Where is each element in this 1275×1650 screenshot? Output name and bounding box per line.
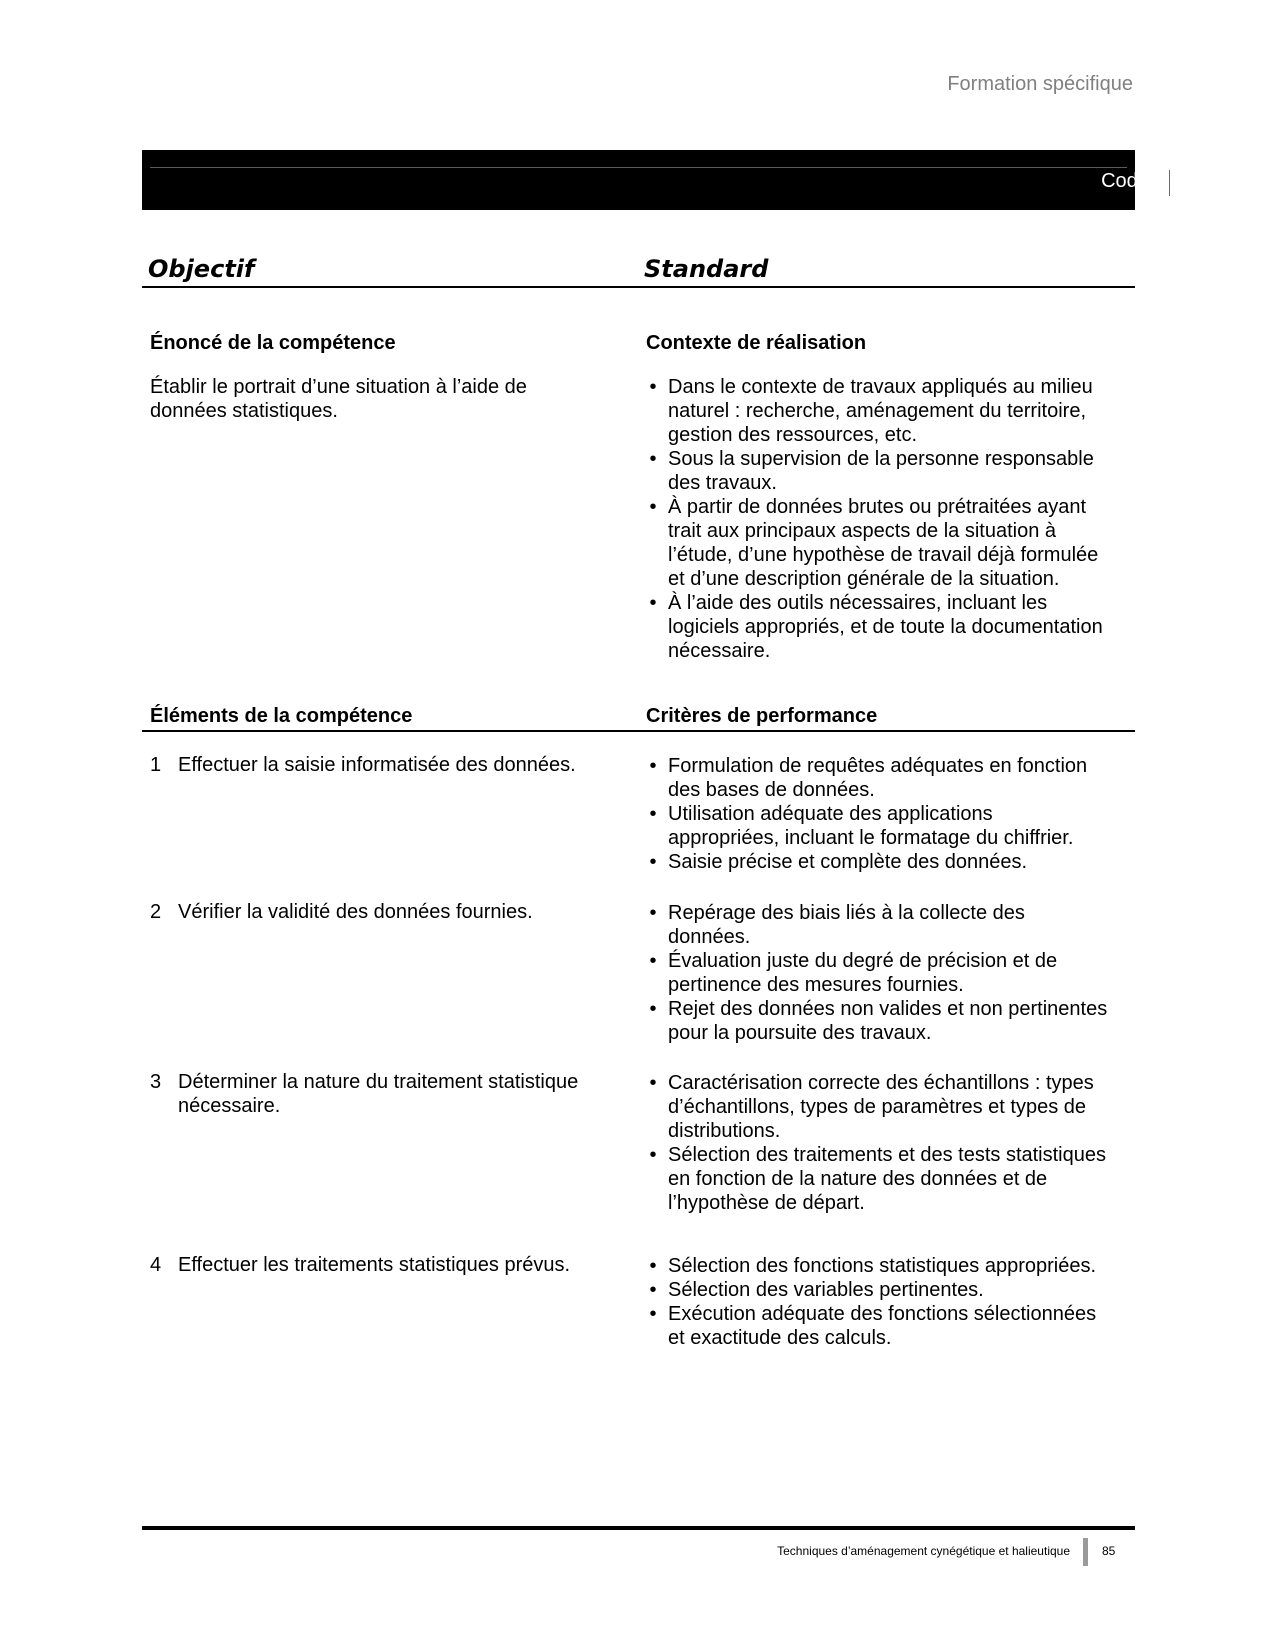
criterion-item [646, 1278, 1135, 1302]
element-number: 2 [150, 901, 162, 923]
criterion-item [646, 1071, 1135, 1143]
element-number: 4 [150, 1254, 162, 1276]
line: des bases de données. [668, 779, 875, 801]
bullet-dot: • [649, 851, 657, 873]
line: des travaux. [668, 472, 777, 494]
criterion-item [646, 1143, 1135, 1215]
line: nécessaire. [668, 640, 771, 662]
code-bar-rule [150, 167, 1127, 168]
contexte-item [646, 591, 1135, 663]
criteria-list [646, 754, 1135, 874]
contexte-section [646, 331, 1135, 663]
bullet-dot: • [649, 1072, 657, 1094]
enonce-text [150, 375, 620, 423]
bullet-dot: • [649, 1144, 657, 1166]
bullet-dot: • [649, 950, 657, 972]
bullet-dot: • [649, 496, 657, 518]
criterion-item [646, 1254, 1135, 1278]
line: Sélection des fonctions statistiques appropriées. [668, 1255, 1097, 1277]
line: Sélection des traitements et des tests statistiques [668, 1144, 1106, 1166]
element-text: Effectuer les traitements statistiques prévus. [178, 1254, 571, 1276]
line: pertinence des mesures fournies. [668, 974, 964, 996]
contexte-heading: Contexte de réalisation [646, 332, 867, 354]
line: À partir de données brutes ou prétraitées ayant [668, 496, 1087, 518]
criterion-item [646, 901, 1135, 949]
criterion-item [646, 802, 1135, 850]
contexte-item [646, 447, 1135, 495]
bullet-dot: • [649, 1303, 657, 1325]
line: d’échantillons, types de paramètres et types de [668, 1096, 1087, 1118]
code-bar [142, 150, 1269, 210]
element-text: Effectuer la saisie informatisée des données. [178, 754, 576, 776]
contexte-list [646, 375, 1135, 663]
line: appropriées, incluant le formatage du chiffrier. [668, 827, 1074, 849]
line: l’hypothèse de départ. [668, 1192, 865, 1214]
line: Évaluation juste du degré de précision et de [668, 950, 1058, 972]
enonce-line: données statistiques. [150, 400, 338, 422]
element-row [150, 1253, 620, 1277]
code-value: 043W [1216, 170, 1269, 192]
element-row [150, 1070, 620, 1118]
element-number: 1 [150, 754, 162, 776]
footer-rule [142, 1526, 1135, 1530]
bullet-dot: • [649, 998, 657, 1020]
criteres-heading: Critères de performance [646, 705, 878, 727]
standard-heading: Standard [644, 255, 769, 283]
line: nécessaire. [178, 1095, 281, 1117]
line: trait aux principaux aspects de la situation à [668, 520, 1056, 542]
bullet-dot: • [649, 592, 657, 614]
line: naturel : recherche, aménagement du territoire, [668, 400, 1086, 422]
line: Sélection des variables pertinentes. [668, 1279, 984, 1301]
criterion-item [646, 997, 1135, 1045]
line: À l’aide des outils nécessaires, incluant les [668, 592, 1048, 614]
element-text: Vérifier la validité des données fournies. [178, 901, 533, 923]
line: Repérage des biais liés à la collecte des [668, 902, 1025, 924]
line: logiciels appropriés, et de toute la documentation [668, 616, 1103, 638]
code-divider [1169, 170, 1170, 196]
line: l’étude, d’une hypothèse de travail déjà formulée [668, 544, 1099, 566]
element-number: 3 [150, 1071, 162, 1093]
footer-program-title: Techniques d’aménagement cynégétique et halieutique [777, 1544, 1070, 1558]
line: et exactitude des calculs. [668, 1327, 892, 1349]
line: pour la poursuite des travaux. [668, 1022, 932, 1044]
line: en fonction de la nature des données et de [668, 1168, 1048, 1190]
bullet-dot: • [649, 1255, 657, 1277]
criteria-list [646, 1071, 1135, 1215]
line: Dans le contexte de travaux appliqués au milieu [668, 376, 1093, 398]
bullet-dot: • [649, 376, 657, 398]
element-row [150, 753, 620, 777]
objectif-standard-rule [142, 286, 1135, 288]
code-label: Code : [1101, 170, 1160, 192]
line: Utilisation adéquate des applications [668, 803, 993, 825]
footer-separator [1083, 1538, 1088, 1566]
criteria-list [646, 901, 1135, 1045]
element-row [150, 900, 620, 924]
page-number: 85 [1102, 1544, 1116, 1558]
criteria-list [646, 1254, 1135, 1350]
contexte-item [646, 495, 1135, 591]
bullet-dot: • [649, 902, 657, 924]
line: et d’une description générale de la situation. [668, 568, 1060, 590]
enonce-line: Établir le portrait d’une situation à l’aide de [150, 376, 527, 398]
criterion-item [646, 850, 1135, 874]
element-text [178, 1070, 620, 1118]
criterion-item [646, 754, 1135, 802]
bullet-dot: • [649, 448, 657, 470]
line: Formulation de requêtes adéquates en fonction [668, 755, 1088, 777]
enonce-section [150, 331, 620, 423]
elements-criteres-rule [142, 730, 1135, 732]
line: Sous la supervision de la personne responsable [668, 448, 1094, 470]
objectif-heading: Objectif [148, 255, 255, 283]
contexte-item [646, 375, 1135, 447]
bullet-dot: • [649, 755, 657, 777]
running-header: Formation spécifique [947, 73, 1133, 95]
line: Déterminer la nature du traitement statistique [178, 1071, 579, 1093]
criterion-item [646, 949, 1135, 997]
line: Saisie précise et complète des données. [668, 851, 1028, 873]
criterion-item [646, 1302, 1135, 1350]
elements-heading: Éléments de la compétence [150, 705, 413, 727]
line: Exécution adéquate des fonctions sélectionnées [668, 1303, 1097, 1325]
line: données. [668, 926, 751, 948]
line: Caractérisation correcte des échantillons : types [668, 1072, 1094, 1094]
bullet-dot: • [649, 803, 657, 825]
line: gestion des ressources, etc. [668, 424, 918, 446]
enonce-heading: Énoncé de la compétence [150, 332, 396, 354]
line: distributions. [668, 1120, 781, 1142]
line: Rejet des données non valides et non pertinentes [668, 998, 1108, 1020]
bullet-dot: • [649, 1279, 657, 1301]
